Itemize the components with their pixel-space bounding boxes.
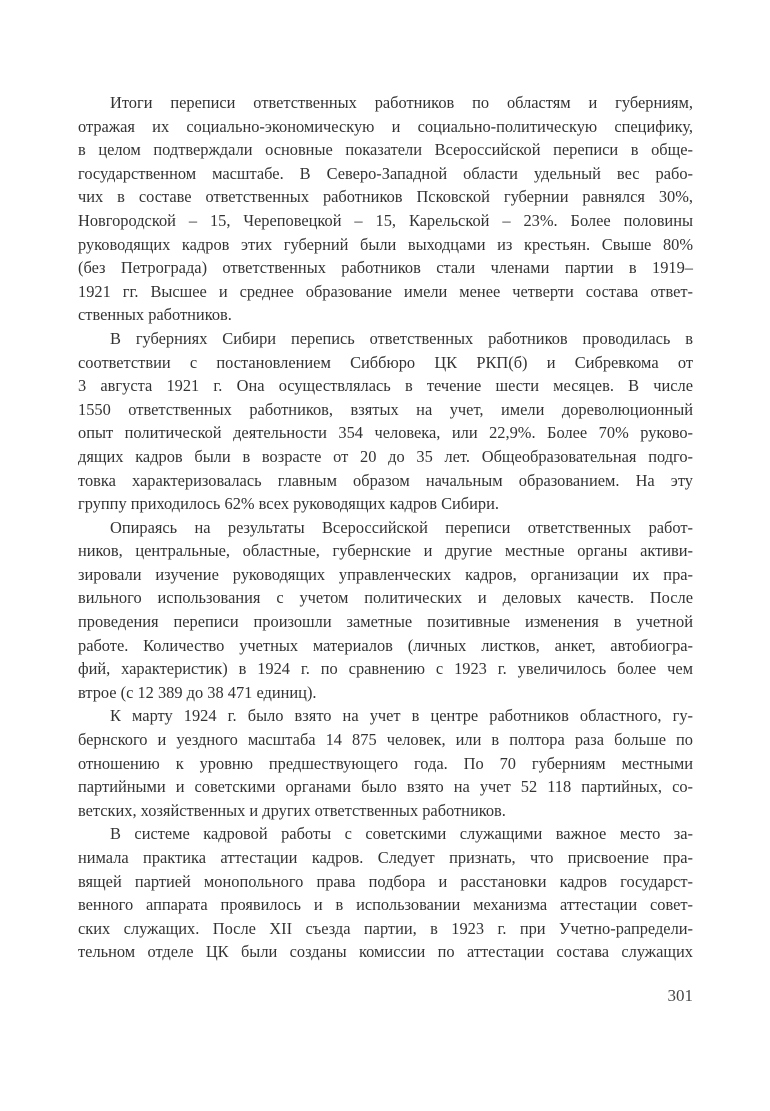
text-line: 1550 ответственных работников, взятых на учет, имели дореволюционный xyxy=(78,399,693,419)
text-line: ников, центральные, областные, губернские и другие местные органы активи- xyxy=(78,541,693,561)
text-line: вильного использования с учетом политических и деловых качеств. После xyxy=(78,588,693,608)
text-line: В системе кадровой работы с советскими служащими важное место за- xyxy=(110,824,693,844)
text-line: К марту 1924 г. было взято на учет в центре работников областного, гу- xyxy=(110,706,693,726)
text-line: отношению к уровню предшествующего года. По 70 губерниям местными xyxy=(78,753,693,773)
text-line: (без Петрограда) ответственных работников стали членами партии в 1919– xyxy=(78,258,693,278)
text-line: бернского и уездного масштаба 14 875 человек, или в полтора раза больше по xyxy=(78,730,693,750)
paragraph xyxy=(78,91,693,327)
text-line: отражая их социально-экономическую и социально-политическую специфику, xyxy=(78,116,693,136)
paragraph xyxy=(78,516,693,705)
text-line: ственных работников. xyxy=(78,305,232,325)
text-line: венного аппарата проявилось и в использовании механизма аттестации совет- xyxy=(78,895,693,915)
text-line: ских служащих. После XII съезда партии, в 1923 г. при Учетно-рапредели- xyxy=(78,918,693,938)
text-line: втрое (с 12 389 до 38 471 единиц). xyxy=(78,682,317,702)
text-line: опыт политической деятельности 354 человека, или 22,9%. Более 70% руково- xyxy=(78,423,693,443)
text-line: Новгородской – 15, Череповецкой – 15, Карельской – 23%. Более половины xyxy=(78,210,693,230)
text-line: дящих кадров были в возрасте от 20 до 35 лет. Общеобразовательная подго- xyxy=(78,446,693,466)
document-body xyxy=(78,91,693,964)
text-line: нимала практика аттестации кадров. Следует признать, что присвоение пра- xyxy=(78,848,693,867)
text-line: работе. Количество учетных материалов (личных листков, анкет, автобиогра- xyxy=(78,635,693,655)
text-line: руководящих кадров этих губерний были выходцами из крестьян. Свыше 80% xyxy=(78,234,693,254)
text-line: государственном масштабе. В Северо-Западной области удельный вес рабо- xyxy=(78,163,693,183)
text-line: партийными и советскими органами было взято на учет 52 118 партийных, со- xyxy=(78,777,693,797)
text-line: проведения переписи произошли заметные позитивные изменения в учетной xyxy=(78,612,693,632)
text-line: чих в составе ответственных работников Псковской губернии равнялся 30%, xyxy=(78,187,693,207)
text-line: группу приходилось 62% всех руководящих кадров Сибири. xyxy=(78,494,499,514)
paragraph xyxy=(78,704,693,822)
paragraph xyxy=(78,327,693,516)
text-line: фий, характеристик) в 1924 г. по сравнению с 1923 г. увеличилось более чем xyxy=(78,659,693,679)
page-number: 301 xyxy=(667,986,693,1005)
text-line: товка характеризовалась главным образом начальным образованием. На эту xyxy=(78,470,693,490)
text-line: Итоги переписи ответственных работников по областям и губерниям, xyxy=(110,93,693,112)
text-line: вящей партией монопольного права подбора и расстановки кадров государст- xyxy=(78,871,693,891)
text-line: в целом подтверждали основные показатели Всероссийской переписи в обще- xyxy=(78,140,693,160)
text-line: ветских, хозяйственных и других ответственных работников. xyxy=(78,800,506,820)
text-line: соответствии с постановлением Сиббюро ЦК РКП(б) и Сибревкома от xyxy=(78,352,693,372)
text-line: зировали изучение руководящих управленческих кадров, организации их пра- xyxy=(78,564,693,584)
text-line: 1921 гг. Высшее и среднее образование имели менее четверти состава ответ- xyxy=(78,281,693,301)
text-line: В губерниях Сибири перепись ответственных работников проводилась в xyxy=(110,328,693,348)
paragraph xyxy=(78,822,693,964)
text-line: 3 августа 1921 г. Она осуществлялась в течение шести месяцев. В числе xyxy=(78,376,693,396)
text-line: тельном отделе ЦК были созданы комиссии по аттестации состава служащих xyxy=(78,942,693,962)
text-line: Опираясь на результаты Всероссийской переписи ответственных работ- xyxy=(110,517,693,537)
